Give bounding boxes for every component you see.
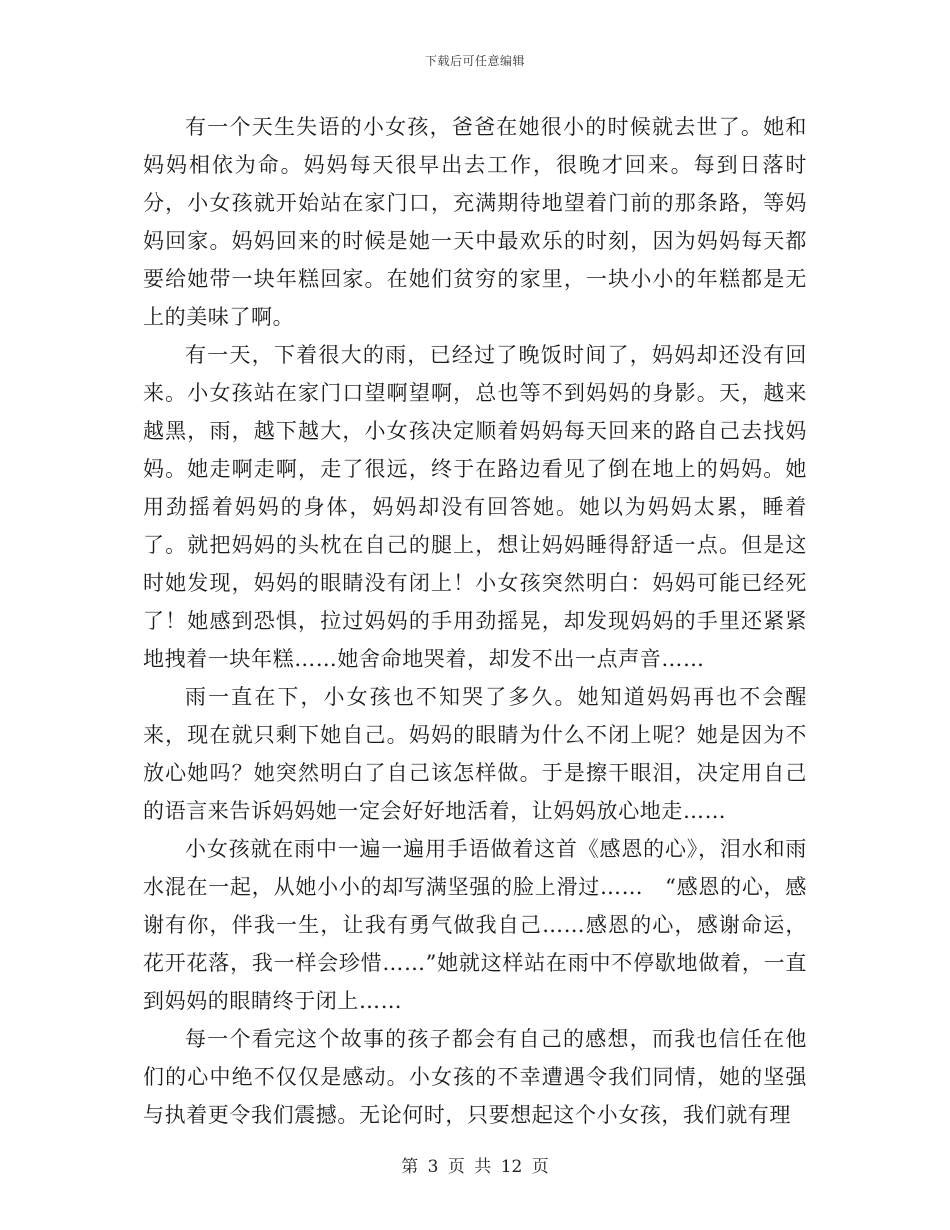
page-header-note: 下载后可任意编辑	[424, 54, 525, 68]
paragraph-4: 小女孩就在雨中一遍一遍用手语做着这首《感恩的心》，泪水和雨水混在一起，从她小小的却写满坚强的脸上滑过…… “感恩的心，感谢有你，伴我一生，让我有勇气做我自己……感恩的心，感谢命运，花开花落，我一样会珍惜……”她就这样站在雨中不停歇地做着，一直到妈妈的眼睛终于闭上……	[143, 837, 807, 1013]
paragraph-2: 有一天，下着很大的雨，已经过了晚饭时间了，妈妈却还没有回来。小女孩站在家门口望啊望啊，总也等不到妈妈的身影。天，越来越黑，雨，越下越大，小女孩决定顺着妈妈每天回来的路自己去找妈妈。她走啊走啊，走了很远，终于在路边看见了倒在地上的妈妈。她用劲摇着妈妈的身体，妈妈却没有回答她。她以为妈妈太累，睡着了。就把妈妈的头枕在自己的腿上，想让妈妈睡得舒适一点。但是这时她发现，妈妈的眼睛没有闭上！小女孩突然明白：妈妈可能已经死了！她感到恐惧，拉过妈妈的手用劲摇晃，却发现妈妈的手里还紧紧地拽着一块年糕……她舍命地哭着，却发不出一点声音……	[143, 343, 807, 671]
paragraph-5: 每一个看完这个故事的孩子都会有自己的感想，而我也信任在他们的心中绝不仅仅是感动。小女孩的不幸遭遇令我们同情，她的坚强与执着更令我们震撼。无论何时，只要想起这个小女孩，我们就有理	[143, 1027, 807, 1127]
paragraph-3: 雨一直在下，小女孩也不知哭了多久。她知道妈妈再也不会醒来，现在就只剩下她自己。妈妈的眼睛为什么不闭上呢？她是因为不放心她吗？她突然明白了自己该怎样做。于是擦干眼泪，决定用自己的语言来告诉妈妈她一定会好好地活着，让妈妈放心地走……	[143, 685, 807, 823]
paragraph-1: 有一个天生失语的小女孩，爸爸在她很小的时候就去世了。她和妈妈相依为命。妈妈每天很早出去工作，很晚才回来。每到日落时分，小女孩就开始站在家门口，充满期待地望着门前的那条路，等妈妈回家。妈妈回来的时候是她一天中最欢乐的时刻，因为妈妈每天都要给她带一块年糕回家。在她们贫穷的家里，一块小小的年糕都是无上的美味了啊。	[143, 115, 807, 329]
page-number-footer: 第 3 页 共 12 页	[401, 1157, 549, 1177]
document-body	[143, 108, 807, 1134]
